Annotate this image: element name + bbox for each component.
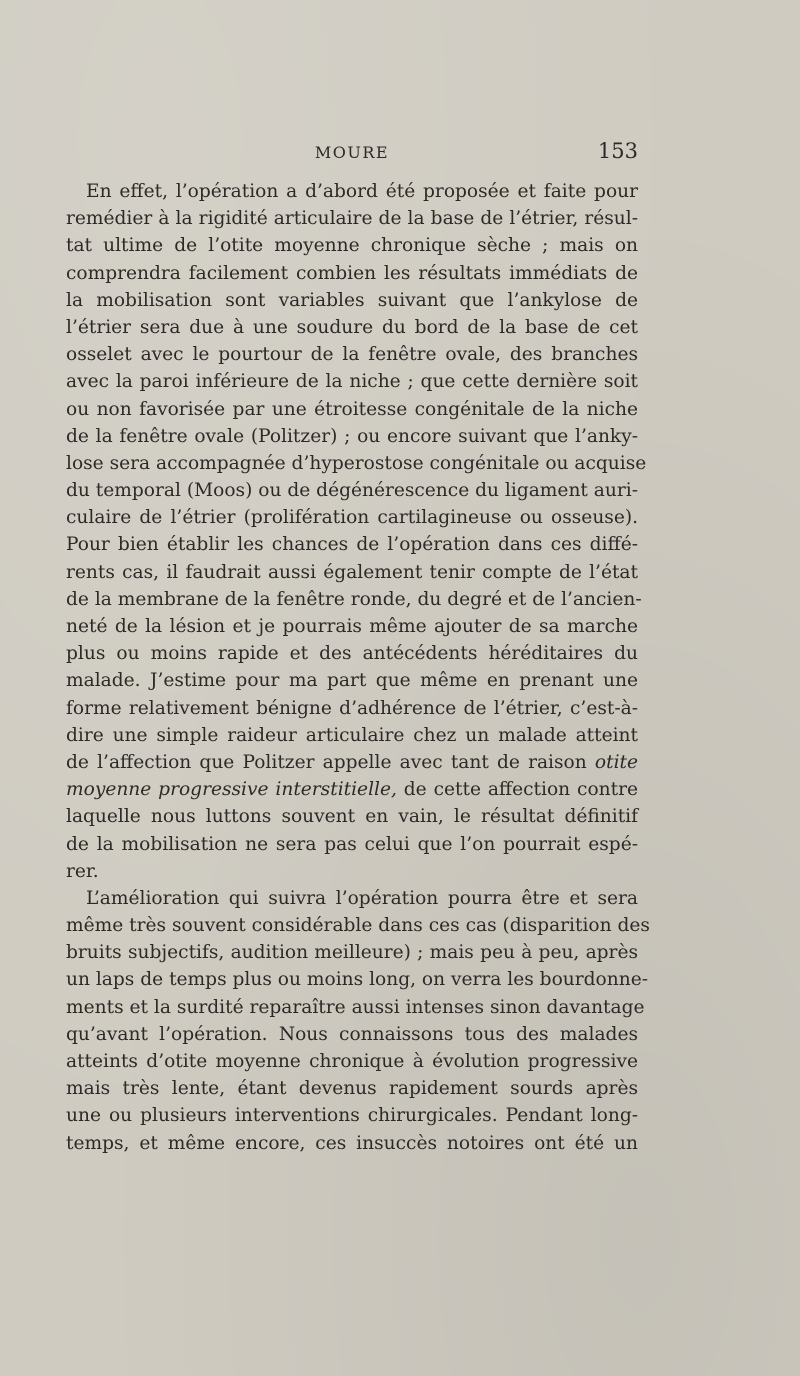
text-line: neté de la lésion et je pourrais même ajouter de sa marche — [66, 616, 638, 637]
text-line: qu’avant l’opération. Nous connaissons tous des malades — [66, 1023, 638, 1045]
text-line: de la membrane de la fenêtre ronde, du degré et de l’ancien- — [66, 588, 642, 610]
text-line: Pour bien établir les chances de l’opération dans ces diffé- — [66, 534, 638, 556]
text-line: de la mobilisation ne sera pas celui que l’on pourrait espé- — [66, 833, 638, 855]
text-line — [66, 776, 638, 803]
text-line: tat ultime de l’otite moyenne chronique sèche ; mais on — [66, 235, 638, 257]
text-line: L’amélioration qui suivra l’opération pourra être et sera — [86, 887, 638, 909]
text-line: En effet, l’opération a d’abord été proposée et faite pour — [86, 181, 638, 202]
text-line: forme relativement bénigne d’adhérence de l’étrier, c’est-à- — [66, 697, 638, 719]
text-segment: de cette affection contre — [403, 779, 638, 801]
text-line: osselet avec le pourtour de la fenêtre ovale, des branches — [66, 344, 638, 366]
text-line: ments et la surdité reparaître aussi intenses sinon davantage — [66, 996, 645, 1018]
text-line: comprendra facilement combien les résultats immédiats de — [66, 262, 638, 284]
text-line: du temporal (Moos) ou de dégénérescence du ligament auri- — [66, 480, 638, 502]
text-line: ou non favorisée par une étroitesse congénitale de la niche — [66, 398, 638, 420]
text-line: malade. J’estime pour ma part que même en prenant une — [66, 670, 638, 692]
body-text — [66, 178, 650, 1157]
text-line: mais très lente, étant devenus rapidement sourds après — [66, 1078, 638, 1100]
text-line: bruits subjectifs, audition meilleure) ; mais peu à peu, après — [66, 942, 638, 964]
running-head: MOURE — [314, 143, 390, 162]
text-line: une ou plusieurs interventions chirurgicales. Pendant long- — [66, 1105, 638, 1127]
text-line: laquelle nous luttons souvent en vain, le résultat définitif — [66, 806, 638, 828]
text-line: atteints d’otite moyenne chronique à évolution progressive — [66, 1051, 638, 1072]
text-line: lose sera accompagnée d’hyperostose congénitale ou acquise — [66, 452, 647, 474]
text-line: de la fenêtre ovale (Politzer) ; ou encore suivant que l’anky- — [66, 425, 638, 447]
text-line: culaire de l’étrier (prolifération cartilagineuse ou osseuse). — [66, 507, 638, 529]
text-line: la mobilisation sont variables suivant que l’ankylose de — [66, 289, 638, 311]
page-header — [66, 139, 638, 169]
text-line: temps, et même encore, ces insuccès notoires ont été un — [66, 1132, 638, 1154]
text-line: l’étrier sera due à une soudure du bord de la base de cet — [66, 316, 638, 338]
italic-term: otite — [594, 751, 638, 773]
text-line: avec la paroi inférieure de la niche ; que cette dernière soit — [66, 371, 638, 393]
text-line: remédier à la rigidité articulaire de la base de l’étrier, résul- — [66, 208, 638, 230]
text-segment: de l’affection que Politzer appelle avec tant de raison — [66, 751, 587, 773]
text-line: même très souvent considérable dans ces cas (disparition des — [66, 915, 650, 937]
text-line — [66, 749, 638, 776]
text-line: un laps de temps plus ou moins long, on verra les bourdonne- — [66, 969, 648, 991]
text-line: dire une simple raideur articulaire chez un malade atteint — [66, 724, 638, 746]
text-line: rents cas, il faudrait aussi également tenir compte de l’état — [66, 561, 638, 583]
text-line: plus ou moins rapide et des antécédents héréditaires du — [66, 643, 638, 665]
italic-term: moyenne progressive interstitielle, — [66, 779, 397, 801]
text-line: rer. — [66, 860, 99, 882]
page-number: 153 — [597, 139, 638, 163]
